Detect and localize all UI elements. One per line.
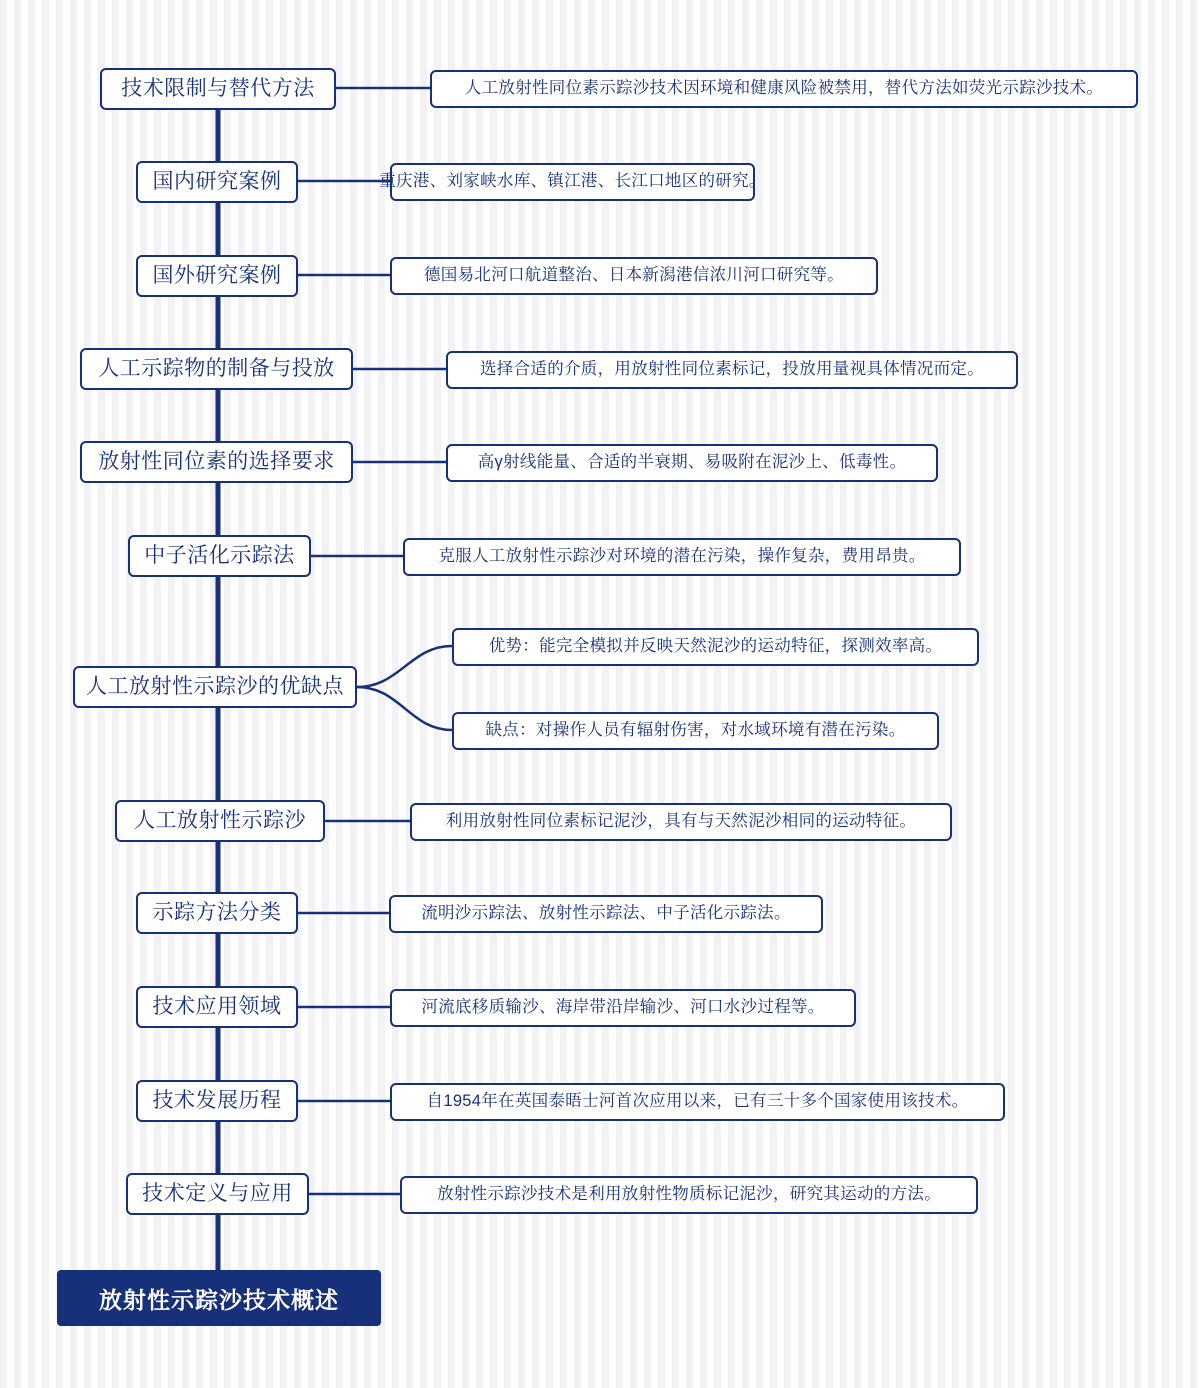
detail-label-3-0: 选择合适的介质，用放射性同位素标记，投放用量视具体情况而定。 bbox=[480, 360, 984, 379]
detail-node-7-0[interactable] bbox=[410, 803, 952, 841]
topic-node-11[interactable] bbox=[126, 1173, 309, 1215]
detail-label-6-1: 缺点：对操作人员有辐射伤害，对水域环境有潜在污染。 bbox=[485, 721, 906, 740]
detail-label-11-0: 放射性示踪沙技术是利用放射性物质标记泥沙，研究其运动的方法。 bbox=[437, 1185, 941, 1204]
topic-node-7[interactable] bbox=[115, 800, 325, 842]
link-topic-6-detail-0 bbox=[357, 646, 452, 687]
root-node[interactable] bbox=[57, 1270, 381, 1326]
topic-label-3: 人工示踪物的制备与投放 bbox=[98, 357, 335, 381]
topic-label-10: 技术发展历程 bbox=[152, 1089, 282, 1113]
detail-label-4-0: 高γ射线能量、合适的半衰期、易吸附在泥沙上、低毒性。 bbox=[477, 453, 907, 472]
detail-label-6-0: 优势：能完全模拟并反映天然泥沙的运动特征，探测效率高。 bbox=[488, 637, 943, 656]
detail-label-2-0: 德国易北河口航道整治、日本新潟港信浓川河口研究等。 bbox=[424, 266, 844, 285]
topic-node-10[interactable] bbox=[136, 1080, 298, 1122]
topic-node-2[interactable] bbox=[136, 255, 298, 297]
detail-node-10-0[interactable] bbox=[390, 1083, 1005, 1121]
topic-label-6: 人工放射性示踪沙的优缺点 bbox=[86, 675, 344, 699]
detail-label-5-0: 克服人工放射性示踪沙对环境的潜在污染，操作复杂，费用昂贵。 bbox=[438, 547, 926, 566]
detail-node-5-0[interactable] bbox=[403, 538, 961, 576]
detail-node-1-0[interactable] bbox=[379, 163, 766, 201]
detail-label-8-0: 流明沙示踪法、放射性示踪法、中子活化示踪法。 bbox=[421, 904, 791, 923]
detail-node-8-0[interactable] bbox=[389, 895, 823, 933]
detail-node-6-0[interactable] bbox=[452, 628, 979, 666]
topic-label-2: 国外研究案例 bbox=[152, 264, 282, 288]
topic-node-5[interactable] bbox=[128, 535, 311, 577]
detail-node-4-0[interactable] bbox=[446, 444, 938, 482]
detail-node-6-1[interactable] bbox=[452, 712, 939, 750]
detail-label-0-0: 人工放射性同位素示踪沙技术因环境和健康风险被禁用，替代方法如荧光示踪沙技术。 bbox=[464, 79, 1104, 98]
topic-node-6[interactable] bbox=[73, 666, 357, 708]
topic-node-9[interactable] bbox=[136, 986, 298, 1028]
detail-node-11-0[interactable] bbox=[400, 1176, 978, 1214]
detail-label-1-0: 重庆港、刘家峡水库、镇江港、长江口地区的研究。 bbox=[379, 172, 766, 191]
detail-label-7-0: 利用放射性同位素标记泥沙，具有与天然泥沙相同的运动特征。 bbox=[445, 812, 917, 831]
topic-label-5: 中子活化示踪法 bbox=[144, 544, 295, 568]
topic-node-8[interactable] bbox=[136, 892, 298, 934]
topic-label-8: 示踪方法分类 bbox=[152, 901, 282, 925]
topic-label-4: 放射性同位素的选择要求 bbox=[98, 450, 335, 474]
topic-node-4[interactable] bbox=[80, 441, 353, 483]
root-label: 放射性示踪沙技术概述 bbox=[99, 1286, 339, 1313]
link-topic-6-detail-1 bbox=[357, 687, 452, 730]
detail-node-9-0[interactable] bbox=[390, 989, 856, 1027]
topic-label-9: 技术应用领域 bbox=[152, 995, 282, 1019]
detail-node-3-0[interactable] bbox=[446, 351, 1018, 389]
topic-label-11: 技术定义与应用 bbox=[142, 1182, 293, 1206]
topic-label-1: 国内研究案例 bbox=[152, 170, 282, 194]
detail-node-0-0[interactable] bbox=[430, 70, 1138, 108]
topic-label-0: 技术限制与替代方法 bbox=[121, 77, 315, 101]
detail-label-9-0: 河流底移质输沙、海岸带沿岸输沙、河口水沙过程等。 bbox=[421, 998, 825, 1017]
detail-node-2-0[interactable] bbox=[390, 257, 878, 295]
topic-node-1[interactable] bbox=[136, 161, 298, 203]
topic-node-0[interactable] bbox=[100, 68, 336, 110]
topic-node-3[interactable] bbox=[80, 348, 353, 390]
topic-label-7: 人工放射性示踪沙 bbox=[134, 809, 306, 833]
detail-label-10-0: 自1954年在英国泰晤士河首次应用以来，已有三十多个国家使用该技术。 bbox=[426, 1092, 969, 1111]
